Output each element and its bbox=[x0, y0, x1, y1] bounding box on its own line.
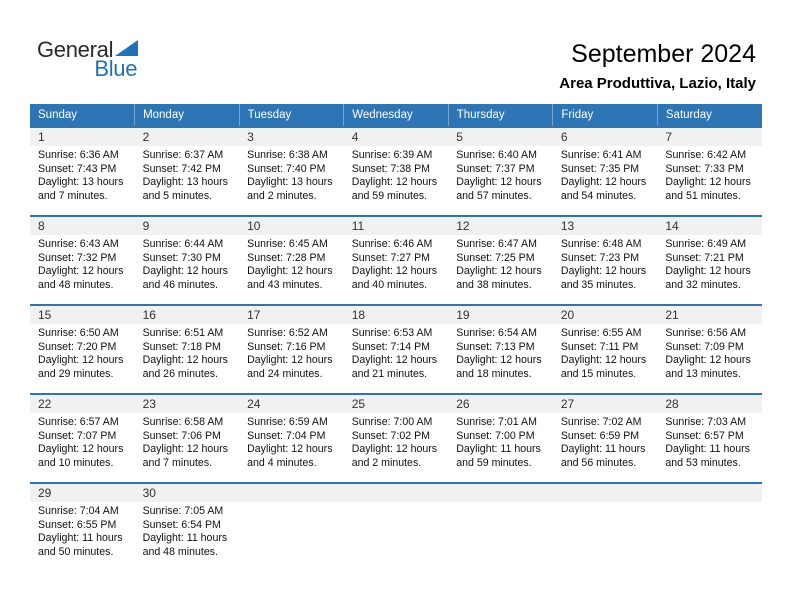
daylight-line-1: Daylight: 12 hours bbox=[142, 443, 228, 456]
sunset-line: Sunset: 7:32 PM bbox=[38, 251, 117, 264]
day-info bbox=[30, 146, 135, 203]
day-cell bbox=[344, 394, 449, 483]
day-cell bbox=[553, 394, 658, 483]
day-info bbox=[553, 146, 658, 203]
day-cell bbox=[448, 216, 553, 305]
day-number: 16 bbox=[135, 306, 240, 324]
daylight-line-2: and 48 minutes. bbox=[142, 545, 218, 558]
day-info bbox=[344, 324, 449, 381]
page-title: September 2024 bbox=[571, 40, 756, 68]
day-info bbox=[344, 146, 449, 203]
sunrise-line: Sunrise: 6:41 AM bbox=[560, 149, 642, 161]
daylight-line-2: and 51 minutes. bbox=[665, 189, 741, 202]
day-cell bbox=[135, 483, 240, 571]
daylight-line-2: and 56 minutes. bbox=[560, 456, 637, 469]
week-row bbox=[30, 394, 762, 483]
daylight-line-1: Daylight: 11 hours bbox=[142, 532, 228, 545]
daylight-line-1: Daylight: 12 hours bbox=[351, 354, 438, 367]
daylight-line-2: and 53 minutes. bbox=[665, 456, 741, 469]
sunset-line: Sunset: 7:23 PM bbox=[560, 251, 640, 264]
daylight-line-1: Daylight: 12 hours bbox=[38, 354, 124, 367]
daylight-line-1: Daylight: 12 hours bbox=[456, 176, 542, 189]
daylight-line-2: and 54 minutes. bbox=[560, 189, 637, 202]
sunset-line: Sunset: 7:00 PM bbox=[456, 429, 535, 442]
day-info bbox=[135, 146, 240, 203]
sunrise-line: Sunrise: 7:00 AM bbox=[351, 416, 433, 428]
day-cell bbox=[30, 483, 135, 571]
empty-day-cell bbox=[344, 483, 449, 571]
day-info bbox=[239, 146, 344, 203]
day-cell bbox=[553, 305, 658, 394]
sunrise-line: Sunrise: 7:04 AM bbox=[38, 505, 119, 517]
day-number: 13 bbox=[553, 217, 658, 235]
sunset-line: Sunset: 7:06 PM bbox=[142, 429, 221, 442]
day-info bbox=[30, 502, 135, 559]
day-number bbox=[553, 484, 658, 502]
day-number: 22 bbox=[30, 395, 135, 413]
day-info bbox=[30, 413, 135, 470]
day-cell bbox=[448, 394, 553, 483]
weekday-header-tuesday: Tuesday bbox=[239, 104, 344, 127]
sunset-line: Sunset: 7:21 PM bbox=[665, 251, 744, 264]
day-number: 28 bbox=[657, 395, 762, 413]
sunset-line: Sunset: 7:42 PM bbox=[142, 162, 221, 175]
day-number: 14 bbox=[657, 217, 762, 235]
week-row bbox=[30, 483, 762, 571]
sunrise-line: Sunrise: 6:37 AM bbox=[142, 149, 224, 161]
daylight-line-1: Daylight: 12 hours bbox=[351, 176, 438, 189]
day-number: 5 bbox=[448, 128, 553, 146]
day-number: 24 bbox=[239, 395, 344, 413]
daylight-line-1: Daylight: 12 hours bbox=[247, 354, 333, 367]
daylight-line-2: and 59 minutes. bbox=[351, 189, 428, 202]
day-cell bbox=[135, 394, 240, 483]
day-number bbox=[448, 484, 553, 502]
daylight-line-1: Daylight: 13 hours bbox=[247, 176, 333, 189]
day-number: 9 bbox=[135, 217, 240, 235]
day-info bbox=[135, 235, 240, 292]
daylight-line-2: and 7 minutes. bbox=[38, 189, 108, 202]
sunrise-line: Sunrise: 6:54 AM bbox=[456, 327, 537, 339]
daylight-line-2: and 4 minutes. bbox=[247, 456, 317, 469]
sunrise-line: Sunrise: 6:58 AM bbox=[142, 416, 224, 428]
sunset-line: Sunset: 6:55 PM bbox=[38, 518, 117, 531]
empty-day-cell bbox=[657, 483, 762, 571]
daylight-line-2: and 32 minutes. bbox=[665, 278, 741, 291]
day-cell bbox=[657, 127, 762, 216]
daylight-line-1: Daylight: 12 hours bbox=[247, 443, 333, 456]
weekday-header-monday: Monday bbox=[135, 104, 240, 127]
day-cell bbox=[657, 216, 762, 305]
day-info bbox=[239, 324, 344, 381]
day-info bbox=[135, 413, 240, 470]
day-cell bbox=[30, 394, 135, 483]
day-number: 17 bbox=[239, 306, 344, 324]
sunset-line: Sunset: 7:07 PM bbox=[38, 429, 117, 442]
day-info bbox=[657, 146, 762, 203]
daylight-line-1: Daylight: 12 hours bbox=[560, 265, 647, 278]
daylight-line-1: Daylight: 12 hours bbox=[38, 265, 124, 278]
day-cell bbox=[344, 305, 449, 394]
day-info bbox=[344, 413, 449, 470]
day-info bbox=[344, 235, 449, 292]
daylight-line-1: Daylight: 12 hours bbox=[142, 265, 228, 278]
day-number: 7 bbox=[657, 128, 762, 146]
sunrise-line: Sunrise: 7:02 AM bbox=[560, 416, 642, 428]
sunset-line: Sunset: 7:13 PM bbox=[456, 340, 535, 353]
day-cell bbox=[30, 305, 135, 394]
empty-day-cell bbox=[239, 483, 344, 571]
day-number bbox=[239, 484, 344, 502]
day-number: 23 bbox=[135, 395, 240, 413]
weekday-header-saturday: Saturday bbox=[657, 104, 762, 127]
daylight-line-2: and 57 minutes. bbox=[456, 189, 532, 202]
day-cell bbox=[553, 127, 658, 216]
day-cell bbox=[239, 305, 344, 394]
weekday-header-friday: Friday bbox=[553, 104, 658, 127]
sunset-line: Sunset: 7:27 PM bbox=[351, 251, 431, 264]
day-number: 12 bbox=[448, 217, 553, 235]
day-number: 25 bbox=[344, 395, 449, 413]
empty-day-cell bbox=[553, 483, 658, 571]
day-number: 11 bbox=[344, 217, 449, 235]
daylight-line-1: Daylight: 12 hours bbox=[351, 265, 438, 278]
sunrise-line: Sunrise: 6:53 AM bbox=[351, 327, 433, 339]
day-number: 26 bbox=[448, 395, 553, 413]
day-info bbox=[448, 235, 553, 292]
sunset-line: Sunset: 7:38 PM bbox=[351, 162, 431, 175]
day-cell bbox=[239, 394, 344, 483]
day-number: 8 bbox=[30, 217, 135, 235]
day-cell bbox=[135, 305, 240, 394]
sunset-line: Sunset: 7:30 PM bbox=[142, 251, 221, 264]
sunset-line: Sunset: 7:02 PM bbox=[351, 429, 431, 442]
daylight-line-1: Daylight: 11 hours bbox=[560, 443, 646, 456]
sunset-line: Sunset: 7:28 PM bbox=[247, 251, 326, 264]
day-info bbox=[448, 413, 553, 470]
day-number: 19 bbox=[448, 306, 553, 324]
daylight-line-1: Daylight: 12 hours bbox=[560, 354, 647, 367]
sunset-line: Sunset: 7:40 PM bbox=[247, 162, 326, 175]
daylight-line-2: and 5 minutes. bbox=[142, 189, 213, 202]
sunset-line: Sunset: 6:57 PM bbox=[665, 429, 744, 442]
daylight-line-2: and 46 minutes. bbox=[142, 278, 218, 291]
daylight-line-1: Daylight: 12 hours bbox=[665, 265, 751, 278]
page-subtitle: Area Produttiva, Lazio, Italy bbox=[559, 74, 756, 92]
sunrise-line: Sunrise: 6:36 AM bbox=[38, 149, 119, 161]
day-number: 15 bbox=[30, 306, 135, 324]
sunrise-line: Sunrise: 7:01 AM bbox=[456, 416, 537, 428]
sunrise-line: Sunrise: 7:03 AM bbox=[665, 416, 747, 428]
sunrise-line: Sunrise: 7:05 AM bbox=[142, 505, 224, 517]
day-number: 2 bbox=[135, 128, 240, 146]
sunrise-line: Sunrise: 6:44 AM bbox=[142, 238, 224, 250]
sunrise-line: Sunrise: 6:45 AM bbox=[247, 238, 328, 250]
daylight-line-2: and 35 minutes. bbox=[560, 278, 637, 291]
day-cell bbox=[135, 127, 240, 216]
week-row bbox=[30, 127, 762, 216]
sunrise-line: Sunrise: 6:42 AM bbox=[665, 149, 747, 161]
day-number: 18 bbox=[344, 306, 449, 324]
daylight-line-2: and 13 minutes. bbox=[665, 367, 741, 380]
day-info bbox=[553, 235, 658, 292]
day-cell bbox=[344, 216, 449, 305]
day-cell bbox=[657, 394, 762, 483]
day-info bbox=[448, 324, 553, 381]
day-info bbox=[135, 324, 240, 381]
day-number: 20 bbox=[553, 306, 658, 324]
week-row bbox=[30, 305, 762, 394]
day-info bbox=[657, 413, 762, 470]
sunrise-line: Sunrise: 6:51 AM bbox=[142, 327, 224, 339]
sunrise-line: Sunrise: 6:57 AM bbox=[38, 416, 119, 428]
day-cell bbox=[448, 127, 553, 216]
day-info bbox=[553, 324, 658, 381]
sunrise-line: Sunrise: 6:43 AM bbox=[38, 238, 119, 250]
day-cell bbox=[135, 216, 240, 305]
day-cell bbox=[448, 305, 553, 394]
daylight-line-1: Daylight: 13 hours bbox=[38, 176, 124, 189]
day-cell bbox=[30, 127, 135, 216]
sunset-line: Sunset: 7:09 PM bbox=[665, 340, 744, 353]
daylight-line-1: Daylight: 12 hours bbox=[665, 354, 751, 367]
day-number: 4 bbox=[344, 128, 449, 146]
daylight-line-1: Daylight: 12 hours bbox=[456, 354, 542, 367]
daylight-line-1: Daylight: 11 hours bbox=[456, 443, 541, 456]
day-info bbox=[657, 324, 762, 381]
daylight-line-2: and 7 minutes. bbox=[142, 456, 213, 469]
daylight-line-2: and 59 minutes. bbox=[456, 456, 532, 469]
sunrise-line: Sunrise: 6:47 AM bbox=[456, 238, 537, 250]
daylight-line-2: and 48 minutes. bbox=[38, 278, 114, 291]
sunset-line: Sunset: 7:35 PM bbox=[560, 162, 640, 175]
logo-text-general: General bbox=[37, 37, 114, 62]
daylight-line-1: Daylight: 12 hours bbox=[247, 265, 333, 278]
sunrise-line: Sunrise: 6:59 AM bbox=[247, 416, 328, 428]
daylight-line-2: and 2 minutes. bbox=[247, 189, 317, 202]
sunset-line: Sunset: 7:14 PM bbox=[351, 340, 431, 353]
daylight-line-1: Daylight: 12 hours bbox=[142, 354, 228, 367]
daylight-line-1: Daylight: 12 hours bbox=[560, 176, 647, 189]
day-cell bbox=[344, 127, 449, 216]
daylight-line-1: Daylight: 11 hours bbox=[38, 532, 123, 545]
daylight-line-2: and 29 minutes. bbox=[38, 367, 114, 380]
sunset-line: Sunset: 7:18 PM bbox=[142, 340, 221, 353]
daylight-line-1: Daylight: 11 hours bbox=[665, 443, 750, 456]
sunset-line: Sunset: 7:16 PM bbox=[247, 340, 326, 353]
sunrise-line: Sunrise: 6:38 AM bbox=[247, 149, 328, 161]
sunrise-line: Sunrise: 6:40 AM bbox=[456, 149, 537, 161]
weekday-header-wednesday: Wednesday bbox=[344, 104, 449, 127]
weekday-header-row bbox=[30, 104, 762, 127]
day-number bbox=[657, 484, 762, 502]
daylight-line-1: Daylight: 12 hours bbox=[351, 443, 438, 456]
sunset-line: Sunset: 6:54 PM bbox=[142, 518, 221, 531]
empty-day-cell bbox=[448, 483, 553, 571]
day-cell bbox=[30, 216, 135, 305]
day-number: 10 bbox=[239, 217, 344, 235]
sunrise-line: Sunrise: 6:50 AM bbox=[38, 327, 119, 339]
daylight-line-2: and 26 minutes. bbox=[142, 367, 218, 380]
day-cell bbox=[553, 216, 658, 305]
day-info bbox=[657, 235, 762, 292]
weekday-header-thursday: Thursday bbox=[448, 104, 553, 127]
sunset-line: Sunset: 6:59 PM bbox=[560, 429, 640, 442]
day-number: 6 bbox=[553, 128, 658, 146]
day-info bbox=[30, 235, 135, 292]
sunset-line: Sunset: 7:04 PM bbox=[247, 429, 326, 442]
day-info bbox=[553, 413, 658, 470]
day-number: 21 bbox=[657, 306, 762, 324]
calendar-table bbox=[30, 104, 762, 571]
day-number: 3 bbox=[239, 128, 344, 146]
day-cell bbox=[239, 216, 344, 305]
sunset-line: Sunset: 7:43 PM bbox=[38, 162, 117, 175]
daylight-line-1: Daylight: 12 hours bbox=[38, 443, 124, 456]
sunset-line: Sunset: 7:11 PM bbox=[560, 340, 639, 353]
daylight-line-2: and 38 minutes. bbox=[456, 278, 532, 291]
daylight-line-2: and 40 minutes. bbox=[351, 278, 428, 291]
sunrise-line: Sunrise: 6:52 AM bbox=[247, 327, 328, 339]
sunset-line: Sunset: 7:25 PM bbox=[456, 251, 535, 264]
daylight-line-1: Daylight: 12 hours bbox=[665, 176, 751, 189]
daylight-line-2: and 2 minutes. bbox=[351, 456, 422, 469]
day-number bbox=[344, 484, 449, 502]
day-number: 30 bbox=[135, 484, 240, 502]
sunset-line: Sunset: 7:33 PM bbox=[665, 162, 744, 175]
daylight-line-2: and 18 minutes. bbox=[456, 367, 532, 380]
day-info bbox=[239, 235, 344, 292]
day-info bbox=[135, 502, 240, 559]
sunrise-line: Sunrise: 6:48 AM bbox=[560, 238, 642, 250]
sunset-line: Sunset: 7:37 PM bbox=[456, 162, 535, 175]
weekday-header-sunday: Sunday bbox=[30, 104, 135, 127]
day-cell bbox=[239, 127, 344, 216]
daylight-line-1: Daylight: 13 hours bbox=[142, 176, 228, 189]
daylight-line-2: and 15 minutes. bbox=[560, 367, 637, 380]
sunrise-line: Sunrise: 6:39 AM bbox=[351, 149, 433, 161]
daylight-line-2: and 21 minutes. bbox=[351, 367, 428, 380]
sunset-line: Sunset: 7:20 PM bbox=[38, 340, 117, 353]
daylight-line-2: and 43 minutes. bbox=[247, 278, 323, 291]
daylight-line-2: and 50 minutes. bbox=[38, 545, 114, 558]
day-info bbox=[239, 413, 344, 470]
week-row bbox=[30, 216, 762, 305]
day-number: 29 bbox=[30, 484, 135, 502]
day-number: 27 bbox=[553, 395, 658, 413]
sunrise-line: Sunrise: 6:46 AM bbox=[351, 238, 433, 250]
sunrise-line: Sunrise: 6:55 AM bbox=[560, 327, 642, 339]
header-titles bbox=[559, 40, 756, 92]
logo-triangle-icon bbox=[115, 40, 138, 56]
daylight-line-2: and 10 minutes. bbox=[38, 456, 114, 469]
daylight-line-1: Daylight: 12 hours bbox=[456, 265, 542, 278]
daylight-line-2: and 24 minutes. bbox=[247, 367, 323, 380]
day-number: 1 bbox=[30, 128, 135, 146]
sunrise-line: Sunrise: 6:56 AM bbox=[665, 327, 747, 339]
logo-text-blue: Blue bbox=[94, 56, 138, 81]
general-blue-logo bbox=[37, 39, 138, 80]
day-cell bbox=[657, 305, 762, 394]
sunrise-line: Sunrise: 6:49 AM bbox=[665, 238, 747, 250]
day-info bbox=[30, 324, 135, 381]
day-info bbox=[448, 146, 553, 203]
